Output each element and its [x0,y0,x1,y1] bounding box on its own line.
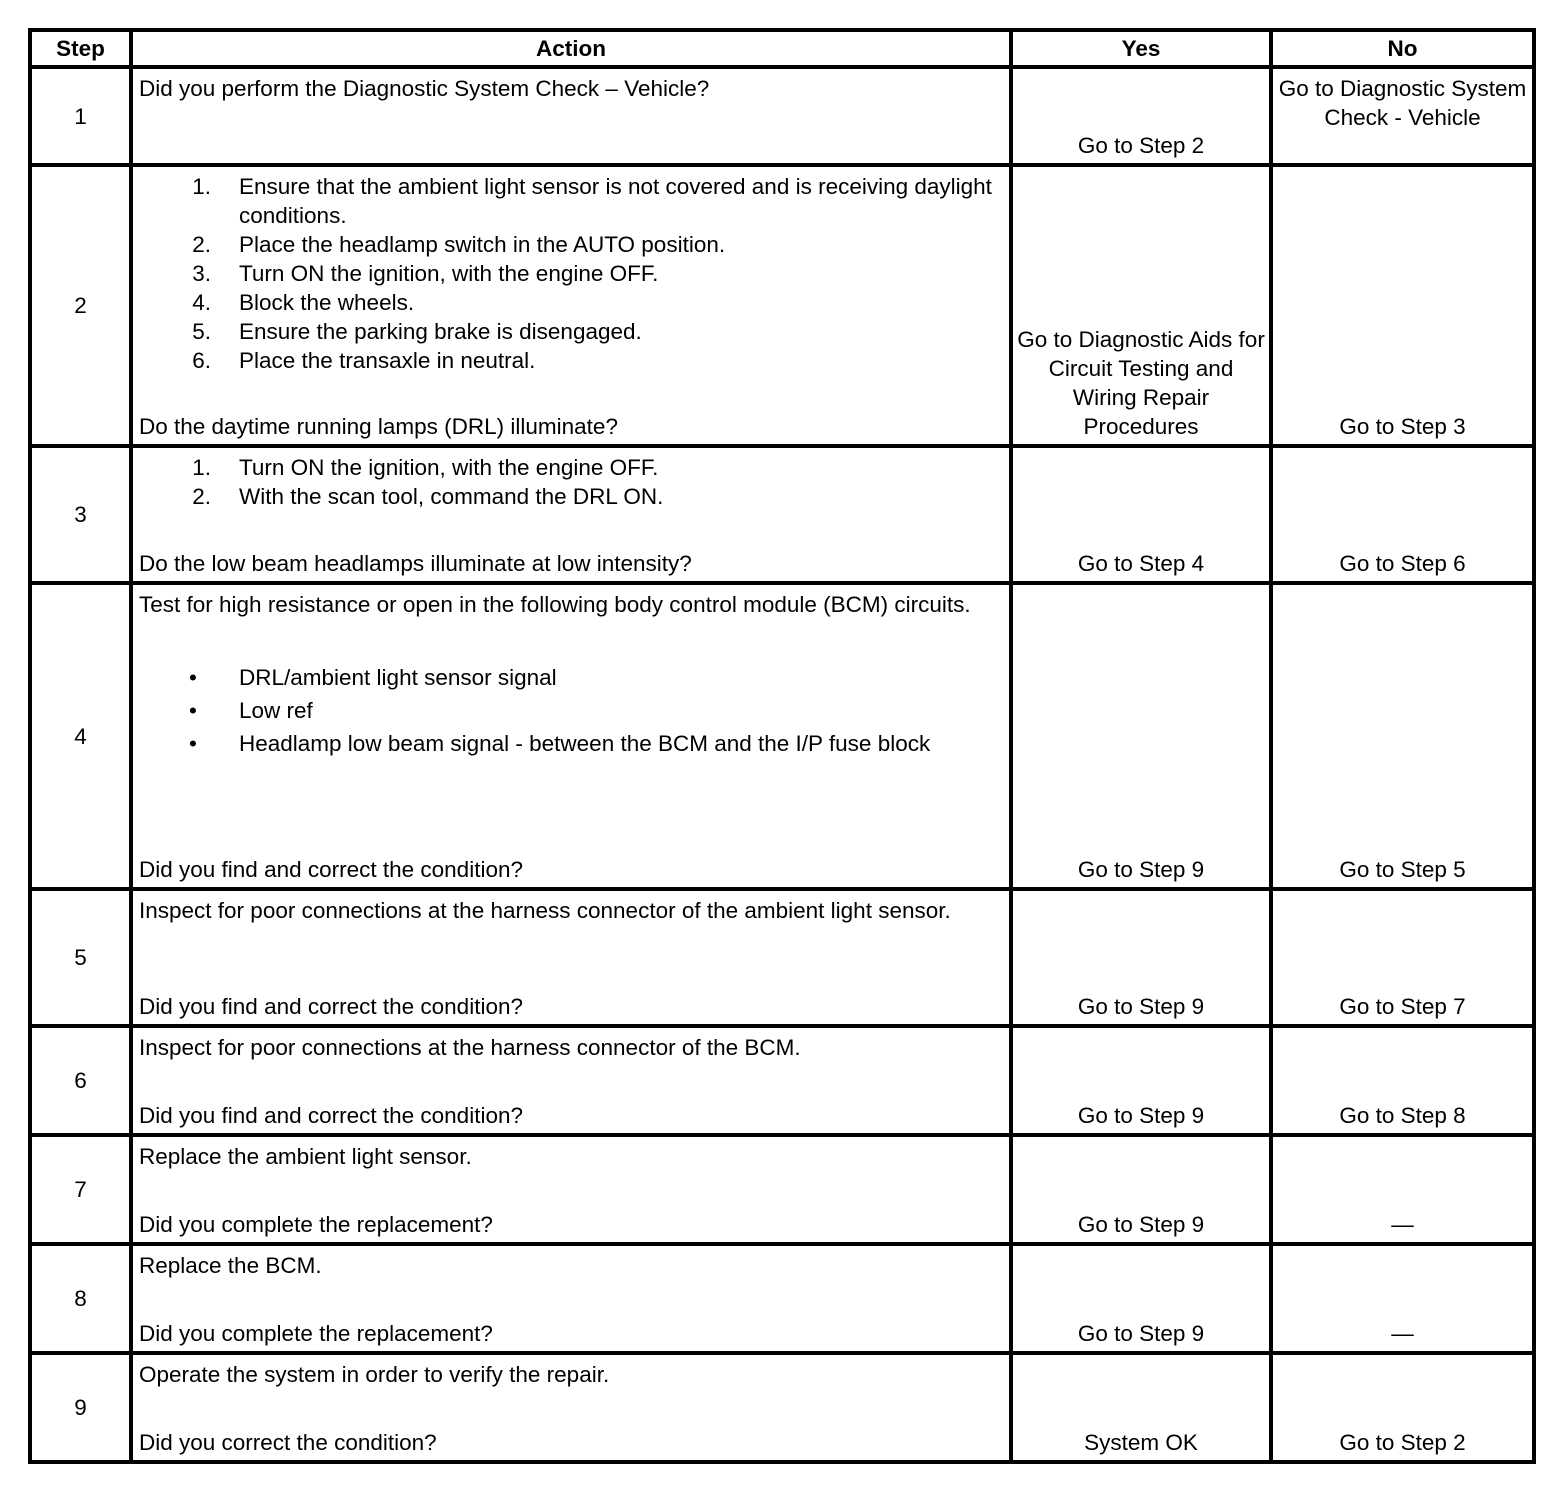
step-number: 3. [192,261,211,286]
no-result: Go to Step 5 [1339,857,1466,882]
action-intro: Inspect for poor connections at the harness connector of the BCM. [139,1035,801,1060]
action-question: Do the daytime running lamps (DRL) illuminate? [139,414,618,439]
no-cell [1271,165,1534,446]
yes-cell [1011,1353,1271,1462]
step-cell: 9 [30,1353,131,1462]
no-cell [1271,583,1534,889]
numbered-step [139,317,1003,346]
no-cell [1271,446,1534,583]
no-result: Go to Step 3 [1339,414,1466,439]
table-row [30,165,1534,446]
yes-cell [1011,67,1271,165]
header-action: Action [131,30,1011,67]
action-intro: Inspect for poor connections at the harness connector of the ambient light sensor. [139,898,951,923]
yes-result: System OK [1084,1430,1198,1455]
no-cell [1271,889,1534,1026]
numbered-step-text: Block the wheels. [239,290,415,315]
step-number: 1. [192,455,211,480]
yes-result: Go to Step 9 [1077,1321,1205,1346]
no-cell [1271,1353,1534,1462]
action-intro: Replace the BCM. [139,1253,322,1278]
yes-cell [1011,1244,1271,1353]
numbered-step [139,230,1003,259]
action-intro: Replace the ambient light sensor. [139,1144,472,1169]
header-row [30,30,1534,67]
yes-cell [1011,1026,1271,1135]
header-step: Step [30,30,131,67]
bullet-item [139,696,1003,725]
yes-cell [1011,165,1271,446]
table-row [30,1026,1534,1135]
no-result: Go to Step 6 [1339,551,1466,576]
step-number: 2. [192,232,211,257]
bullet-icon: • [189,665,197,690]
step-cell: 3 [30,446,131,583]
action-cell [131,583,1011,889]
yes-result: Go to Step 9 [1077,1103,1205,1128]
action-cell [131,67,1011,165]
step-number: 5. [192,319,211,344]
numbered-step [139,346,1003,375]
no-result: Go to Diagnostic System Check - Vehicle [1278,76,1527,130]
yes-result: Go to Step 9 [1077,1212,1205,1237]
no-result: — [1391,1212,1414,1237]
table-row [30,583,1534,889]
action-cell [131,1244,1011,1353]
table-row [30,446,1534,583]
numbered-step-text: Place the headlamp switch in the AUTO position. [239,232,726,257]
action-intro: Did you perform the Diagnostic System Check – Vehicle? [139,76,710,101]
step-cell: 8 [30,1244,131,1353]
action-question: Did you find and correct the condition? [139,857,523,882]
no-cell [1271,1026,1534,1135]
bullet-icon: • [189,698,197,723]
no-cell [1271,1244,1534,1353]
table-row [30,1135,1534,1244]
numbered-step [139,288,1003,317]
no-result: — [1391,1321,1414,1346]
no-result: Go to Step 7 [1339,994,1466,1019]
bullet-text: Low ref [239,698,313,723]
bullet-item [139,663,1003,692]
action-intro: Test for high resistance or open in the following body control module (BCM) circuits. [139,592,971,617]
bullet-text: Headlamp low beam signal - between the BCM and the I/P fuse block [239,731,931,756]
table-row [30,889,1534,1026]
step-cell: 6 [30,1026,131,1135]
action-question: Do the low beam headlamps illuminate at low intensity? [139,551,692,576]
step-number: 4. [192,290,211,315]
action-cell [131,1135,1011,1244]
yes-cell [1011,889,1271,1026]
numbered-step-text: With the scan tool, command the DRL ON. [239,484,664,509]
numbered-step [139,172,1003,230]
step-cell: 2 [30,165,131,446]
yes-result: Go to Step 9 [1077,857,1205,882]
numbered-step-text: Ensure the parking brake is disengaged. [239,319,642,344]
action-question: Did you find and correct the condition? [139,994,523,1019]
step-number: 2. [192,484,211,509]
yes-cell [1011,1135,1271,1244]
action-cell [131,165,1011,446]
action-question: Did you complete the replacement? [139,1212,493,1237]
step-cell: 7 [30,1135,131,1244]
action-cell [131,1353,1011,1462]
step-cell: 5 [30,889,131,1026]
numbered-step [139,453,1003,482]
no-cell [1271,67,1534,165]
numbered-step-text: Ensure that the ambient light sensor is not covered and is receiving daylight conditions. [239,174,992,228]
yes-cell [1011,446,1271,583]
yes-result: Go to Diagnostic Aids for Circuit Testing and Wiring Repair Procedures [1017,327,1265,439]
action-question: Did you correct the condition? [139,1430,437,1455]
step-number: 1. [192,174,211,199]
yes-result: Go to Step 4 [1077,551,1205,576]
header-yes: Yes [1011,30,1271,67]
table-row [30,1244,1534,1353]
step-cell: 1 [30,67,131,165]
yes-result: Go to Step 2 [1077,133,1205,158]
no-result: Go to Step 8 [1339,1103,1466,1128]
no-cell [1271,1135,1534,1244]
action-question: Did you find and correct the condition? [139,1103,523,1128]
action-question: Did you complete the replacement? [139,1321,493,1346]
action-intro: Operate the system in order to verify the repair. [139,1362,610,1387]
numbered-step-text: Place the transaxle in neutral. [239,348,536,373]
bullet-icon: • [189,731,197,756]
action-cell [131,446,1011,583]
numbered-step [139,482,1003,511]
bullet-item [139,729,1003,758]
numbered-step-text: Turn ON the ignition, with the engine OFF. [239,261,659,286]
action-cell [131,889,1011,1026]
numbered-step-text: Turn ON the ignition, with the engine OFF. [239,455,659,480]
yes-cell [1011,583,1271,889]
diagnostic-table [28,28,1536,1464]
table-row [30,67,1534,165]
bullet-text: DRL/ambient light sensor signal [239,665,557,690]
step-cell: 4 [30,583,131,889]
no-result: Go to Step 2 [1339,1430,1466,1455]
numbered-step [139,259,1003,288]
step-number: 6. [192,348,211,373]
header-no: No [1271,30,1534,67]
action-cell [131,1026,1011,1135]
yes-result: Go to Step 9 [1077,994,1205,1019]
table-row [30,1353,1534,1462]
